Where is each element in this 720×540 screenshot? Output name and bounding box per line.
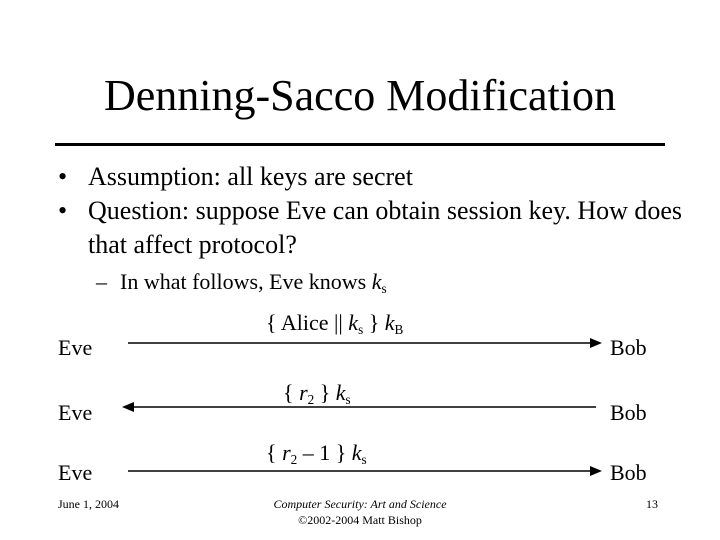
bullet-dot: • bbox=[58, 196, 68, 225]
message-key: k bbox=[335, 380, 346, 405]
sender-bob: Bob bbox=[610, 400, 647, 425]
message-var-subscript: s bbox=[358, 321, 364, 337]
sender-eve: Eve bbox=[58, 335, 93, 360]
sub-bullet-dash: – bbox=[96, 269, 107, 294]
sub-bullet-item bbox=[96, 268, 698, 303]
title-divider bbox=[55, 143, 665, 146]
message-key: k bbox=[351, 440, 362, 465]
message-key: k bbox=[384, 310, 395, 335]
bullet-list bbox=[58, 160, 698, 325]
receiver-eve: Eve bbox=[58, 400, 93, 425]
message-var-subscript: 2 bbox=[307, 391, 315, 407]
message-key-subscript: B bbox=[394, 321, 404, 337]
arrow-left bbox=[122, 401, 597, 413]
footer-course bbox=[0, 496, 720, 528]
bullet-text: Assumption: all keys are secret bbox=[88, 162, 413, 191]
footer-date: June 1, 2004 bbox=[58, 497, 119, 511]
sub-bullet-key: k bbox=[371, 269, 382, 294]
footer-copyright: ©2002-2004 Matt Bishop bbox=[298, 513, 422, 527]
receiver-bob: Bob bbox=[610, 460, 647, 485]
message-close: } bbox=[314, 380, 336, 405]
message-var: r bbox=[299, 380, 308, 405]
message-open: { bbox=[283, 380, 300, 405]
message-var: k bbox=[348, 310, 359, 335]
bullet-dot: • bbox=[58, 162, 68, 191]
message-key-subscript: s bbox=[345, 391, 351, 407]
message-key-subscript: s bbox=[361, 451, 367, 467]
page-number: 13 bbox=[646, 497, 658, 511]
message-open: { Alice || bbox=[266, 310, 349, 335]
message-close: – 1 } bbox=[297, 440, 352, 465]
message-close: } bbox=[363, 310, 385, 335]
bullet-text: Question: suppose Eve can obtain session key. How does that affect protocol? bbox=[88, 196, 683, 259]
sender-eve: Eve bbox=[58, 460, 93, 485]
slide-title: Denning-Sacco Modification bbox=[104, 71, 616, 120]
message-var: r bbox=[282, 440, 291, 465]
bullet-item bbox=[58, 194, 698, 262]
sub-bullet-text: In what follows, Eve knows bbox=[120, 269, 372, 294]
arrow-right bbox=[128, 465, 603, 477]
receiver-bob: Bob bbox=[610, 335, 647, 360]
arrow-right bbox=[128, 337, 603, 349]
footer-course-title: Computer Security: Art and Science bbox=[273, 497, 447, 511]
bullet-item bbox=[58, 160, 698, 194]
message-var-subscript: 2 bbox=[290, 451, 298, 467]
message-open: { bbox=[266, 440, 283, 465]
sub-bullet-key-subscript: s bbox=[381, 280, 387, 296]
